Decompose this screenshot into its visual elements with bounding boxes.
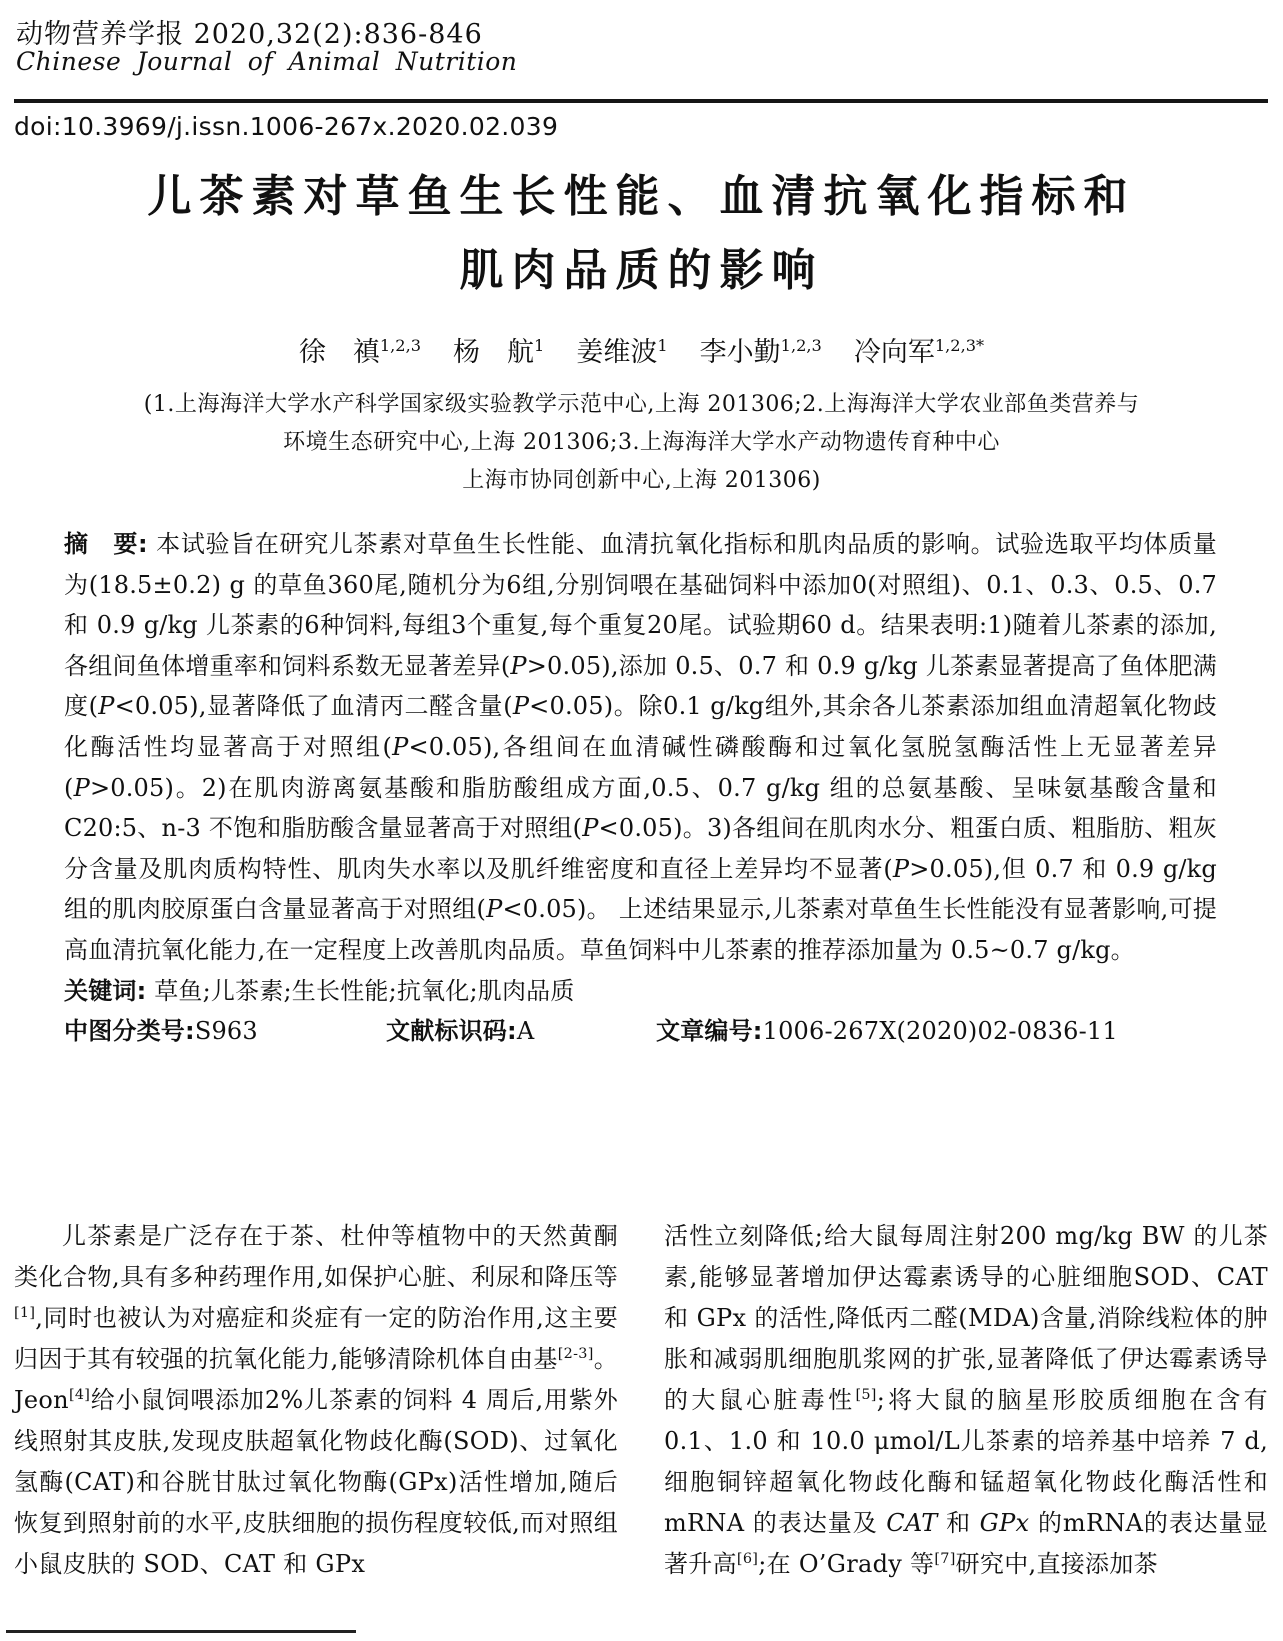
reference-superscript: [7]: [934, 1551, 956, 1567]
document-code-value: A: [516, 1017, 535, 1046]
text-segment: P: [582, 814, 599, 843]
reference-superscript: [5]: [855, 1387, 877, 1403]
classification-row: [64, 1011, 1217, 1052]
author: [576, 337, 667, 368]
article-id-label: 文章编号:: [656, 1017, 763, 1046]
clc-value: S963: [194, 1017, 258, 1046]
body-paragraph-left: [14, 1216, 618, 1585]
text-segment: 研究中,直接添加茶: [955, 1550, 1158, 1578]
author: [854, 337, 984, 368]
text-segment: 。Jeon: [14, 1345, 618, 1414]
body-paragraph-right: [664, 1216, 1268, 1585]
keywords-line: [64, 971, 1217, 1012]
body-column-left: [14, 1216, 618, 1585]
affiliations: [0, 386, 1283, 500]
reference-superscript: [1]: [14, 1305, 36, 1321]
text-segment: P: [486, 895, 503, 924]
author-name: 姜维波: [576, 337, 658, 368]
author: [700, 337, 822, 368]
text-segment: 本试验旨在研究儿茶素对草鱼生长性能、血清抗氧化指标和肌肉品质的影响。试验选取平均体质量为(18.5±0.2) g 的草鱼360尾,随机分为6组,分别饲喂在基础饲料中添加0(对照组)、0.1、0.3、0.5、0.7 和 0.9 g/kg 儿茶素的6种饲料,每组3个重复,每个重复20尾。试验期60 d。结果表明:1)随着儿茶素的添加,各组间鱼体增重率和饲料系数无显著差异(: [64, 530, 1217, 680]
footnote-divider: [6, 1630, 356, 1633]
reference-superscript: [2-3]: [557, 1346, 594, 1362]
text-segment: CAT: [886, 1509, 938, 1537]
text-segment: <0.05)。除0.1 g/kg组外,其余各儿茶素添加组血清超氧化物歧化酶活性均显著高于对照组(: [64, 692, 1217, 761]
article-title-line2: 肌肉品质的影响: [459, 245, 824, 296]
author-affiliation-superscript: 1,2,3: [379, 336, 422, 355]
author-affiliation-superscript: 1,2,3: [780, 336, 822, 355]
author-name: 杨 航: [453, 337, 535, 368]
text-segment: <0.05),各组间在血清碱性磷酸酶和过氧化氢脱氢酶活性上无显著差异(: [64, 732, 1218, 802]
text-segment: 活性立刻降低;给大鼠每周注射200 mg/kg BW 的儿茶素,能够显著增加伊达霉素诱导的心脏细胞SOD、CAT 和 GPx 的活性,降低丙二醛(MDA)含量,消除线粒体的肿胀和减弱肌细胞肌浆网的扩张,显著降低了伊达霉素诱导的大鼠心脏毒性: [664, 1222, 1268, 1414]
document-code-label: 文献标识码:: [386, 1017, 517, 1046]
text-segment: GPx: [979, 1509, 1030, 1537]
clc-label: 中图分类号:: [64, 1017, 195, 1046]
clc-number: [64, 1011, 386, 1052]
front-matter: [64, 524, 1217, 1052]
article-id: [656, 1011, 1217, 1052]
abstract-paragraph: [64, 524, 1217, 971]
text-segment: ;将大鼠的脑星形胶质细胞在含有 0.1、1.0 和 10.0 μmol/L儿茶素的培养基中培养 7 d,细胞铜锌超氧化物歧化酶和锰超氧化物歧化酶活性和mRNA 的表达量及: [664, 1386, 1268, 1537]
text-segment: 儿茶素是广泛存在于茶、杜仲等植物中的天然黄酮类化合物,具有多种药理作用,如保护心脏、利尿和降压等: [14, 1222, 618, 1291]
text-segment: 给小鼠饲喂添加2%儿茶素的饲料 4 周后,用紫外线照射其皮肤,发现皮肤超氧化物歧化酶(SOD)、过氧化氢酶(CAT)和谷胱甘肽过氧化物酶(GPx)活性增加,随后恢复到照射前的水平,皮肤细胞的损伤程度较低,而对照组小鼠皮肤的 SOD、CAT 和 GPx: [14, 1386, 618, 1578]
text-segment: >0.05),但 0.7 和 0.9 g/kg 组的肌肉胶原蛋白含量显著高于对照组(: [64, 854, 1217, 924]
article-title: [0, 160, 1283, 308]
journal-name-cn: 动物营养学报 2020,32(2):836-846: [16, 19, 483, 50]
author: [453, 337, 544, 368]
author-affiliation-superscript: 1,2,3*: [934, 336, 985, 355]
text-segment: >0.05)。2)在肌肉游离氨基酸和脂肪酸组成方面,0.5、0.7 g/kg 组的总氨基酸、呈味氨基酸含量和 C20:5、n-3 不饱和脂肪酸含量显著高于对照组(: [64, 773, 1217, 843]
text-segment: <0.05),显著降低了血清丙二醛含量(: [114, 692, 513, 721]
affiliation-line1: (1.上海海洋大学水产科学国家级实验教学示范中心,上海 201306;2.上海海洋大学农业部鱼类营养与: [143, 392, 1140, 417]
header-divider: [14, 99, 1268, 103]
affiliation-line2: 环境生态研究中心,上海 201306;3.上海海洋大学水产动物遗传育种中心: [283, 430, 1000, 455]
text-segment: P: [510, 651, 527, 680]
author-name: 李小勤: [699, 337, 781, 368]
text-segment: P: [892, 854, 910, 883]
text-segment: P: [73, 773, 90, 802]
reference-superscript: [4]: [68, 1387, 91, 1403]
document-code: [386, 1011, 656, 1052]
reference-superscript: [6]: [736, 1551, 759, 1567]
author-affiliation-superscript: 1: [657, 336, 668, 355]
journal-name-en: Chinese Journal of Animal Nutrition: [16, 47, 518, 76]
text-segment: >0.05),添加 0.5、0.7 和 0.9 g/kg 儿茶素显著提高了鱼体肥满度(: [64, 651, 1217, 721]
text-segment: <0.05)。3)各组间在肌肉水分、粗蛋白质、粗脂肪、粗灰分含量及肌肉质构特性、肌肉失水率以及肌纤维密度和直径上差异均不显著(: [64, 814, 1217, 883]
text-segment: P: [98, 692, 115, 721]
text-segment: 的mRNA的表达量显著升高: [664, 1509, 1268, 1578]
body-columns: [14, 1216, 1268, 1585]
author-name: 徐 禛: [298, 337, 380, 368]
text-segment: P: [512, 692, 530, 721]
author-name: 冷向军: [853, 337, 935, 368]
keywords-text: 草鱼;儿茶素;生长性能;抗氧化;肌肉品质: [146, 976, 575, 1005]
article-id-value: 1006-267X(2020)02-0836-11: [762, 1017, 1118, 1046]
affiliation-line3: 上海市协同创新中心,上海 201306): [462, 468, 821, 493]
text-segment: 和: [937, 1509, 980, 1537]
text-segment: P: [392, 732, 409, 761]
abstract-text: [64, 530, 1217, 964]
text-segment: <0.05)。 上述结果显示,儿茶素对草鱼生长性能没有显著影响,可提高血清抗氧化能力,在一定程度上改善肌肉品质。草鱼饲料中儿茶素的推荐添加量为 0.5~0.7 g/kg。: [64, 895, 1217, 964]
article-title-line1: 儿茶素对草鱼生长性能、血清抗氧化指标和: [147, 171, 1136, 222]
abstract-label: 摘 要:: [64, 530, 148, 558]
text-segment: ;在 O’Grady 等: [758, 1550, 935, 1578]
body-column-right: [664, 1216, 1268, 1585]
keywords-label: 关键词:: [64, 976, 147, 1005]
author-affiliation-superscript: 1: [534, 336, 545, 355]
text-segment: ,同时也被认为对癌症和炎症有一定的防治作用,这主要归因于其有较强的抗氧化能力,能够清除机体自由基: [14, 1304, 618, 1373]
author: [299, 337, 421, 368]
doi-text: doi:10.3969/j.issn.1006-267x.2020.02.039: [14, 112, 559, 141]
authors-line: [0, 330, 1283, 369]
